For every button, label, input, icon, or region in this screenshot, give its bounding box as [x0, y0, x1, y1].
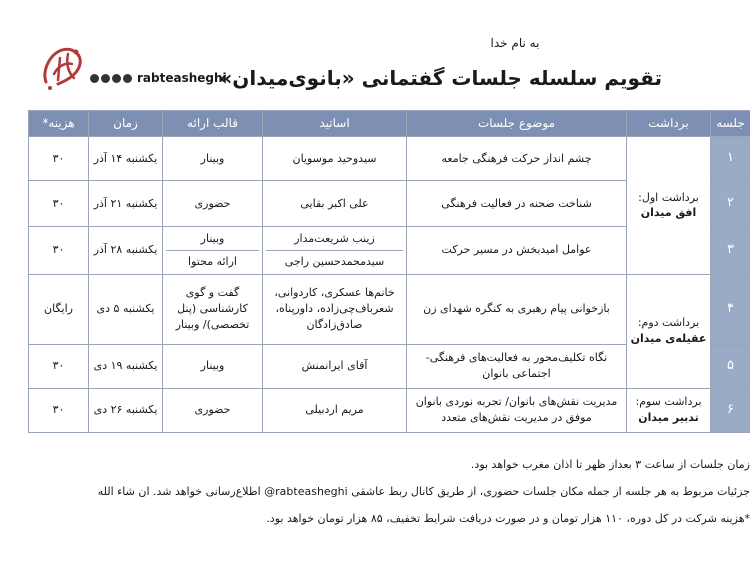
messenger-icon[interactable] — [112, 74, 121, 83]
speaker-name: سیدمحمدحسین راجی — [266, 250, 403, 273]
topic-cell: چشم انداز حرکت فرهنگی جامعه — [407, 137, 627, 181]
topic-cell: نگاه تکلیف‌محور به فعالیت‌های فرهنگی- اجتماعی بانوان — [407, 344, 627, 388]
bismillah: به نام خدا — [490, 36, 540, 50]
cost-cell: ۳۰ — [29, 344, 89, 388]
topic-cell: عوامل امیدبخش در مسیر حرکت — [407, 227, 627, 275]
speaker-cell: مریم اردبیلی — [263, 388, 407, 432]
cost-cell: ۳۰ — [29, 227, 89, 275]
format-item: ارائه محتوا — [166, 250, 259, 273]
approach-cell — [627, 274, 711, 388]
cost-cell: ۳۰ — [29, 388, 89, 432]
topic-cell: مدیریت نقش‌های بانوان/ تجربه نوردی بانوان موفق در مدیریت نقش‌های متعدد — [407, 388, 627, 432]
format-cell: حضوری — [163, 388, 263, 432]
logo — [38, 40, 88, 96]
col-speakers: اساتید — [263, 111, 407, 137]
at-sign-icon — [123, 74, 132, 83]
approach-name: عقیله‌ی میدان — [630, 332, 707, 346]
cost-note: *هزینه شرکت در کل دوره، ۱۱۰ هزار تومان و در صورت دریافت شرایط تخفیف، ۸۵ هزار تومان خواهد بود. — [266, 512, 750, 525]
time-cell: یکشنبه ۱۹ دی — [89, 344, 163, 388]
schedule-table — [28, 110, 750, 433]
format-cell — [163, 227, 263, 275]
cost-cell: رایگان — [29, 274, 89, 344]
time-cell: یکشنبه ۲۸ آذر — [89, 227, 163, 275]
approach-name: افق میدان — [640, 206, 697, 220]
cost-cell: ۳۰ — [29, 181, 89, 227]
speaker-cell: سیدوحید موسویان — [263, 137, 407, 181]
cost-cell: ۳۰ — [29, 137, 89, 181]
time-cell: یکشنبه ۱۴ آذر — [89, 137, 163, 181]
approach-label: برداشت سوم: — [635, 395, 702, 409]
table-row — [29, 274, 750, 344]
session-number: ۴ — [711, 274, 750, 344]
table-row — [29, 137, 750, 181]
approach-name: تدبیر میدان — [638, 411, 699, 425]
approach-label: برداشت دوم: — [637, 316, 700, 330]
col-cost: هزینه* — [29, 111, 89, 137]
channel-handle[interactable]: rabteasheghi — [137, 71, 227, 85]
speaker-cell — [263, 227, 407, 275]
format-cell: گفت و گوی کارشناسی (پنل تخصصی)/ وبینار — [163, 274, 263, 344]
session-number: ۳ — [711, 227, 750, 275]
speaker-name: زینب شریعت‌مدار — [294, 232, 375, 245]
session-number: ۲ — [711, 181, 750, 227]
topic-cell: شناخت صحنه در فعالیت فرهنگی — [407, 181, 627, 227]
approach-cell — [627, 388, 711, 432]
approach-label: برداشت اول: — [638, 190, 699, 204]
session-number: ۱ — [711, 137, 750, 181]
location-note: جزئیات مربوط به هر جلسه از جمله مکان جلسات حضوری، از طریق کانال ربط عاشقی rabteasheghi@ اطلاع‌رسانی خواهد شد. ان شاء الله — [97, 485, 750, 498]
speaker-cell: خانم‌ها عسکری، کاردوانی، شعرباف‌چی‌زاده، داورپناه، صادق‌زادگان — [263, 274, 407, 344]
speaker-cell: آقای ایرانمنش — [263, 344, 407, 388]
col-time: زمان — [89, 111, 163, 137]
session-number: ۶ — [711, 388, 750, 432]
col-session: جلسه — [711, 111, 750, 137]
format-cell: وبینار — [163, 344, 263, 388]
table-row — [29, 388, 750, 432]
format-cell: حضوری — [163, 181, 263, 227]
telegram-icon[interactable] — [101, 74, 110, 83]
topic-cell: بازخوانی پیام رهبری به کنگره شهدای زن — [407, 274, 627, 344]
social-links — [90, 71, 227, 85]
time-cell: یکشنبه ۵ دی — [89, 274, 163, 344]
format-item: وبینار — [200, 232, 225, 245]
approach-cell — [627, 137, 711, 275]
col-topic: موضوع جلسات — [407, 111, 627, 137]
session-number: ۵ — [711, 344, 750, 388]
page-title: تقویم سلسله جلسات گفتمانی «بانوی‌میدان» — [219, 66, 662, 90]
speaker-cell: علی اکبر بقایی — [263, 181, 407, 227]
table-header-row — [29, 111, 750, 137]
instagram-icon[interactable] — [90, 74, 99, 83]
time-cell: یکشنبه ۲۶ دی — [89, 388, 163, 432]
col-format: قالب ارائه — [163, 111, 263, 137]
col-approach: برداشت — [627, 111, 711, 137]
time-cell: یکشنبه ۲۱ آذر — [89, 181, 163, 227]
format-cell: وبینار — [163, 137, 263, 181]
time-note: زمان جلسات از ساعت ۳ بعداز ظهر تا اذان مغرب خواهد بود. — [470, 458, 750, 471]
